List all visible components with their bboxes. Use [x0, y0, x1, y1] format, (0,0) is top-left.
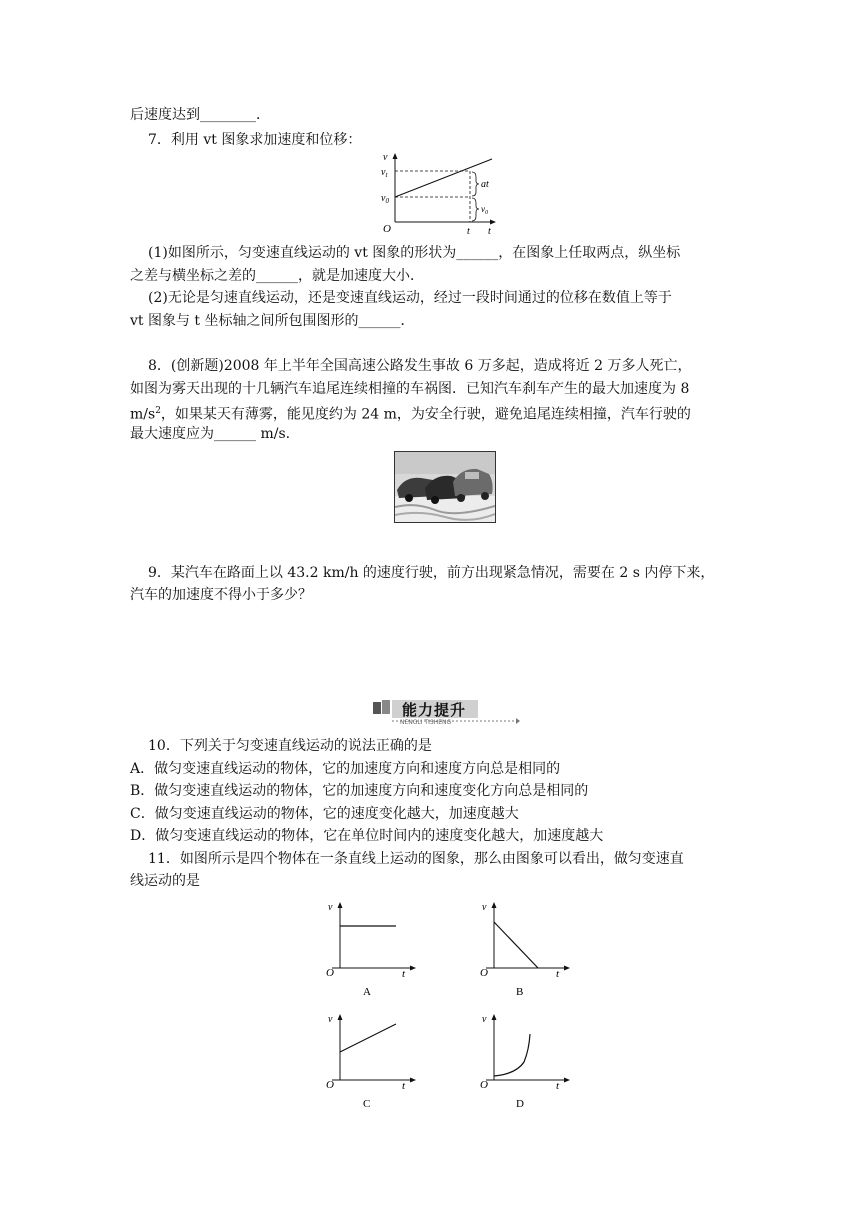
q7-title: 7．利用 vt 图象求加速度和位移： [148, 132, 362, 148]
q7-label-t1: t [467, 226, 470, 237]
graph-b-label: B [516, 986, 524, 998]
q9-line1: 9．某汽车在路面上以 43.2 km/h 的速度行驶，前方出现紧急情况，需要在 2 s 内停下来， [148, 565, 715, 581]
q11-graph-c [322, 1010, 422, 1112]
q10-option-a: A．做匀变速直线运动的物体，它的加速度方向和速度方向总是相同的 [130, 761, 561, 777]
q7-p1-line2: 之差与横坐标之差的______，就是加速度大小． [130, 268, 424, 284]
section-pinyin: NENGLI TISHENG [400, 719, 452, 726]
q7-label-vt: $v_t$ [381, 167, 388, 179]
q7-label-v0: $v_0$ [381, 193, 389, 205]
q7-label-t2: t [488, 226, 491, 237]
q7-vt-line [395, 159, 492, 197]
q11-graph-d [476, 1010, 576, 1112]
q7-p1-line1: (1)如图所示，匀变速直线运动的 vt 图象的形状为______，在图象上任取两点，纵坐标 [148, 245, 681, 261]
svg-text:O: O [326, 967, 334, 979]
q7-p2-line1: (2)无论是匀速直线运动，还是变速直线运动，经过一段时间通过的位移在数值上等于 [148, 290, 672, 306]
svg-text:v: v [328, 902, 333, 913]
q7-label-v0b: $v_0$ [481, 204, 488, 216]
q10-option-b: B．做匀变速直线运动的物体，它的加速度方向和速度变化方向总是相同的 [130, 783, 589, 799]
q7-vt-graph [380, 150, 500, 238]
q11-line2: 线运动的是 [130, 873, 200, 889]
q7-label-v: v [383, 152, 388, 163]
section-banner [370, 698, 520, 728]
svg-text:O: O [480, 1079, 488, 1091]
q11-graph-b [476, 898, 576, 1000]
graph-c-label: C [363, 1098, 371, 1110]
graph-d-curve [494, 1034, 530, 1076]
q7-y-arrow [393, 153, 398, 159]
graph-d-label: D [516, 1098, 524, 1110]
q7-label-at: at [481, 179, 489, 190]
q7-brace-v0 [472, 198, 479, 221]
graph-b-line [494, 922, 538, 968]
q8-line3: $m/s^2$，如果某天有薄雾，能见度约为 24 m，为安全行驶，避免追尾连续相撞，汽车行驶的 [130, 406, 691, 423]
q8-line2: 如图为雾天出现的十几辆汽车追尾连续相撞的车祸图．已知汽车刹车产生的最大加速度为 8 [130, 381, 690, 397]
svg-text:t: t [402, 968, 406, 980]
q8-line4: 最大速度应为______ m/s. [130, 426, 291, 442]
crash-photo [394, 451, 496, 523]
svg-text:v: v [482, 902, 487, 913]
svg-text:t: t [402, 1080, 406, 1092]
svg-text:t: t [556, 1080, 560, 1092]
svg-text:O: O [326, 1079, 334, 1091]
q7-label-o: O [383, 223, 391, 235]
q7-p2-line2: vt 图象与 t 坐标轴之间所包围图形的______． [130, 313, 415, 329]
q10-option-c: C．做匀变速直线运动的物体，它的速度变化越大，加速度越大 [130, 806, 519, 822]
q10-option-d: D．做匀变速直线运动的物体，它在单位时间内的速度变化越大，加速度越大 [130, 828, 604, 844]
graph-c-line [340, 1024, 396, 1052]
q11-graph-a [322, 898, 422, 1000]
svg-text:v: v [482, 1014, 487, 1025]
q7-x-arrow [490, 220, 496, 225]
svg-text:t: t [556, 968, 560, 980]
q11-line1: 11．如图所示是四个物体在一条直线上运动的图象，那么由图象可以看出，做匀变速直 [148, 851, 684, 867]
q8-line1: 8．(创新题)2008 年上半年全国高速公路发生事故 6 万多起，造成将近 2 万多人死亡， [148, 358, 692, 374]
svg-text:v: v [328, 1014, 333, 1025]
q10-stem: 10．下列关于匀变速直线运动的说法正确的是 [148, 738, 432, 754]
svg-text:O: O [480, 967, 488, 979]
graph-a-label: A [363, 986, 371, 998]
section-title: 能力提升 [402, 701, 467, 719]
q9-line2: 汽车的加速度不得小于多少？ [130, 587, 312, 603]
q7-brace-at [472, 172, 479, 196]
q6-tail-text: 后速度达到________． [130, 107, 270, 123]
